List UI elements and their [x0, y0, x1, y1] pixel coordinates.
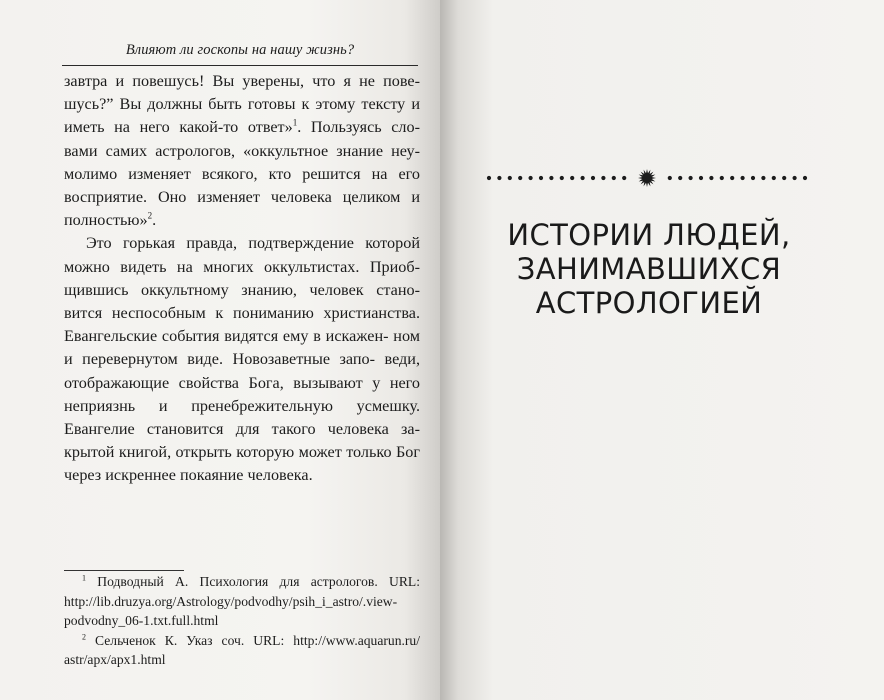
ornament-dot [487, 176, 491, 180]
dotted-rule-with-sun-icon [486, 168, 808, 188]
ornament-dot [730, 176, 734, 180]
ornament-dot [518, 176, 522, 180]
ornament-dot [741, 176, 745, 180]
ornament-dot [772, 176, 776, 180]
sun-ray [639, 175, 643, 177]
running-head: Влияют ли госкопы на нашу жизнь? [125, 42, 355, 58]
ornament-dot [782, 176, 786, 180]
chapter-title [474, 218, 824, 320]
ornament-dot [570, 176, 574, 180]
chapter-title-line-2: ЗАНИМАВШИХСЯ [516, 252, 782, 286]
ornament-dot [699, 176, 703, 180]
chapter-title-line-1: ИСТОРИИ ЛЮДЕЙ, [507, 218, 791, 252]
ornament-dot [581, 176, 585, 180]
sun-ray [651, 175, 655, 177]
sun-ray [646, 169, 648, 173]
sun-ray [638, 177, 642, 179]
ornament-dot [539, 176, 543, 180]
sun-icon [638, 169, 656, 187]
ornament-dot [803, 176, 807, 180]
sun-ray [651, 179, 655, 181]
ornament-dot [591, 176, 595, 180]
footnote-number-1: 1 [82, 573, 86, 583]
chapter-title-line-3: АСТРОЛОГИЕЙ [535, 286, 763, 320]
footnote-ref-1: 1 [292, 118, 298, 129]
ornament-dot [601, 176, 605, 180]
ornament-dot [529, 176, 533, 180]
footnote-rule [64, 570, 184, 571]
sun-ray [648, 182, 650, 186]
ornament-dot [793, 176, 797, 180]
ornament-dot [497, 176, 501, 180]
sun-ray [646, 183, 648, 187]
sun-ray [644, 182, 646, 186]
body-text [64, 70, 420, 488]
paragraph-1: завтра и повешусь! Вы уверены, что я не пове- шусь?” Вы должны быть готовы к этому тексту и иметь на него какой-то ответ»$^1$. Пользуясь сло- вами самих астрологов, «оккультное знание неу- молимо изменяет всякого, кто решится на его восприятие. Оно изменяет человека целиком и полностью»$^2$. [64, 72, 421, 230]
sun-ray [639, 179, 643, 181]
ornament-dot [668, 176, 672, 180]
footnote-2: $^2$ Сельченок К. Указ соч. URL: http://www.aquarun.ru/ astr/apx/apx1.html [64, 632, 420, 668]
header-rule [62, 65, 418, 66]
footnote-1: $^1$ Подводный А. Психология для астрологов. URL: http://lib.druzya.org/Astrology/podvodhy/psih_i_astro/.view- podvodny_06-1.txt.full.html [64, 573, 420, 629]
right-page [440, 0, 884, 700]
paragraph-2: Это горькая правда, подтверждение которой можно видеть на многих оккультистах. Приоб- щившись оккультному знанию, человек стано- вится неспособным к пониманию христианства. Евангельские события видятся ему в искажен- ном и перевернутом виде. Новозаветные запо- веди, отображающие свойства Бога, вызывают у него неприязнь и пренебрежительную усмешку. Евангелие становится для такого человека за- крытой книгой, открыть которую может только Бог через искреннее покаяние человека. [64, 234, 420, 485]
sun-ray [644, 170, 646, 174]
footnote-ref-2: 2 [147, 210, 153, 221]
ornament-dot [549, 176, 553, 180]
ornament-dot [612, 176, 616, 180]
ornament-dot [622, 176, 626, 180]
footnotes [64, 572, 420, 670]
ornament-dot [689, 176, 693, 180]
ornament-dot [678, 176, 682, 180]
sun-ray [652, 177, 656, 179]
chapter-ornament [486, 168, 808, 188]
ornament-dot [761, 176, 765, 180]
ornament-dot [508, 176, 512, 180]
ornament-dot [709, 176, 713, 180]
sun-ray [648, 170, 650, 174]
ornament-dot [751, 176, 755, 180]
footnote-number-2: 2 [82, 632, 86, 642]
ornament-dot [720, 176, 724, 180]
ornament-dot [560, 176, 564, 180]
